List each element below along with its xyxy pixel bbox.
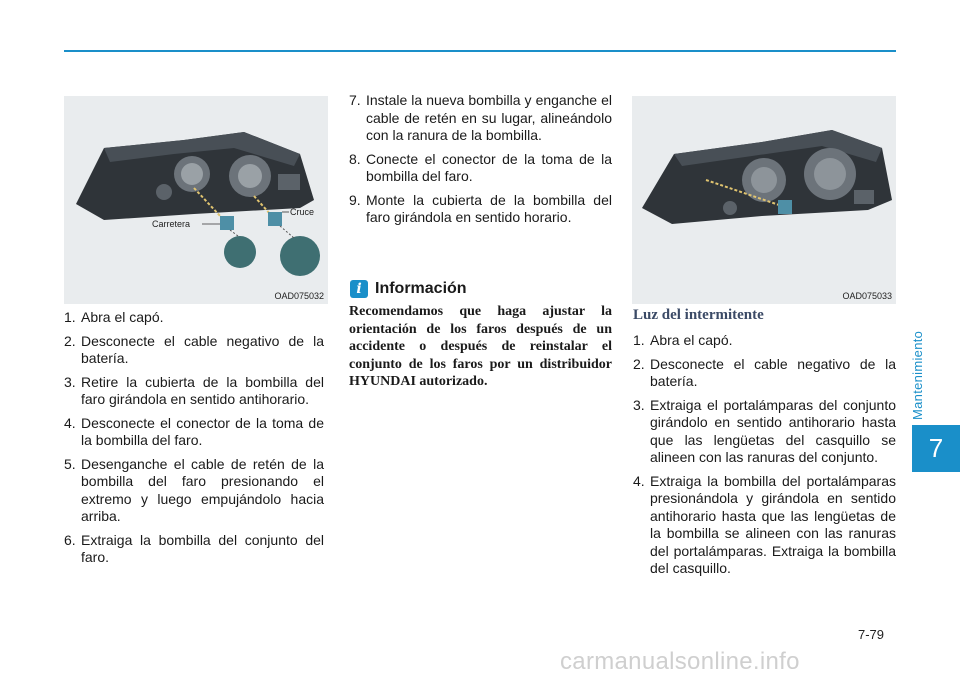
step-number: 7. bbox=[349, 92, 361, 108]
step-text: Desenganche el cable de retén de la bombilla del faro presionando el extremo y luego empujándolo hacia arriba. bbox=[81, 455, 324, 524]
step-item bbox=[64, 333, 324, 368]
step-number: 5. bbox=[64, 455, 76, 472]
steps-list-middle bbox=[349, 92, 612, 233]
chapter-number-tab: 7 bbox=[912, 425, 960, 472]
step-item bbox=[64, 532, 324, 567]
header-rule bbox=[64, 50, 896, 52]
section-title: Luz del intermitente bbox=[633, 307, 764, 323]
step-text: Extraiga la bombilla del conjunto del faro. bbox=[81, 531, 324, 565]
info-title: Información bbox=[375, 280, 467, 297]
step-text: Conecte el conector de la toma de la bombilla del faro. bbox=[366, 150, 612, 184]
step-item bbox=[64, 415, 324, 450]
step-item bbox=[633, 332, 896, 350]
step-text: Retire la cubierta de la bombilla del faro girándola en sentido antihorario. bbox=[81, 373, 324, 407]
label-carretera: Carretera bbox=[152, 219, 191, 229]
figure-code: OAD075033 bbox=[842, 291, 892, 301]
step-number: 4. bbox=[64, 414, 76, 431]
step-item bbox=[64, 374, 324, 409]
step-text: Desconecte el conector de la toma de la bombilla del faro. bbox=[81, 414, 324, 448]
step-number: 3. bbox=[633, 396, 645, 413]
chapter-side-label: Mantenimiento bbox=[910, 330, 925, 420]
step-item bbox=[349, 92, 612, 145]
step-text: Desconecte el cable negativo de la batería. bbox=[81, 332, 324, 366]
page-number: 7-79 bbox=[858, 627, 885, 642]
step-number: 1. bbox=[633, 332, 645, 348]
step-text: Desconecte el cable negativo de la batería. bbox=[650, 355, 896, 389]
steps-list-left bbox=[64, 309, 324, 573]
watermark-text: carmanualsonline.info bbox=[560, 648, 800, 675]
label-cruce: Cruce bbox=[290, 207, 315, 217]
steps-list-right bbox=[633, 332, 896, 584]
step-text: Instale la nueva bombilla y enganche el cable de retén en su lugar, alineándolo con la ranura de la bombilla. bbox=[366, 92, 612, 143]
step-item bbox=[349, 151, 612, 186]
step-item bbox=[64, 456, 324, 526]
figure-code: OAD075032 bbox=[274, 291, 324, 301]
step-text: Abra el capó. bbox=[81, 309, 164, 325]
info-header bbox=[350, 278, 467, 300]
step-number: 6. bbox=[64, 531, 76, 548]
step-text: Extraiga el portalámparas del conjunto girándolo en sentido antihorario hasta que las lengüetas del casquillo se alineen con las ranuras del conjunto. bbox=[650, 396, 896, 465]
step-number: 8. bbox=[349, 150, 361, 167]
step-number: 2. bbox=[64, 332, 76, 349]
step-item bbox=[64, 309, 324, 327]
headlamp-illustration bbox=[64, 96, 328, 304]
step-text: Abra el capó. bbox=[650, 332, 733, 348]
turn-signal-illustration bbox=[632, 96, 896, 304]
step-text: Extraiga la bombilla del portalámparas presionándola y girándola en sentido antihorario hasta que las lengüetas de la bombilla se alineen con las ranuras del portalámparas. Extraiga la bombilla del casquillo. bbox=[650, 472, 896, 576]
info-icon: i bbox=[350, 280, 368, 298]
headlamp-figure-left bbox=[64, 96, 328, 304]
info-body: Recomendamos que haga ajustar la orientación de los faros después de un accidente o después de reinstalar el conjunto de los faros por un distribuidor HYUNDAI autorizado. bbox=[349, 304, 612, 389]
step-item bbox=[349, 192, 612, 227]
step-number: 9. bbox=[349, 191, 361, 208]
step-item bbox=[633, 397, 896, 467]
step-item bbox=[633, 356, 896, 391]
headlamp-figure-right bbox=[632, 96, 896, 304]
step-number: 1. bbox=[64, 309, 76, 325]
step-item bbox=[633, 473, 896, 578]
step-text: Monte la cubierta de la bombilla del faro girándola en sentido horario. bbox=[366, 191, 612, 225]
step-number: 2. bbox=[633, 355, 645, 372]
step-number: 3. bbox=[64, 373, 76, 390]
step-number: 4. bbox=[633, 472, 645, 489]
